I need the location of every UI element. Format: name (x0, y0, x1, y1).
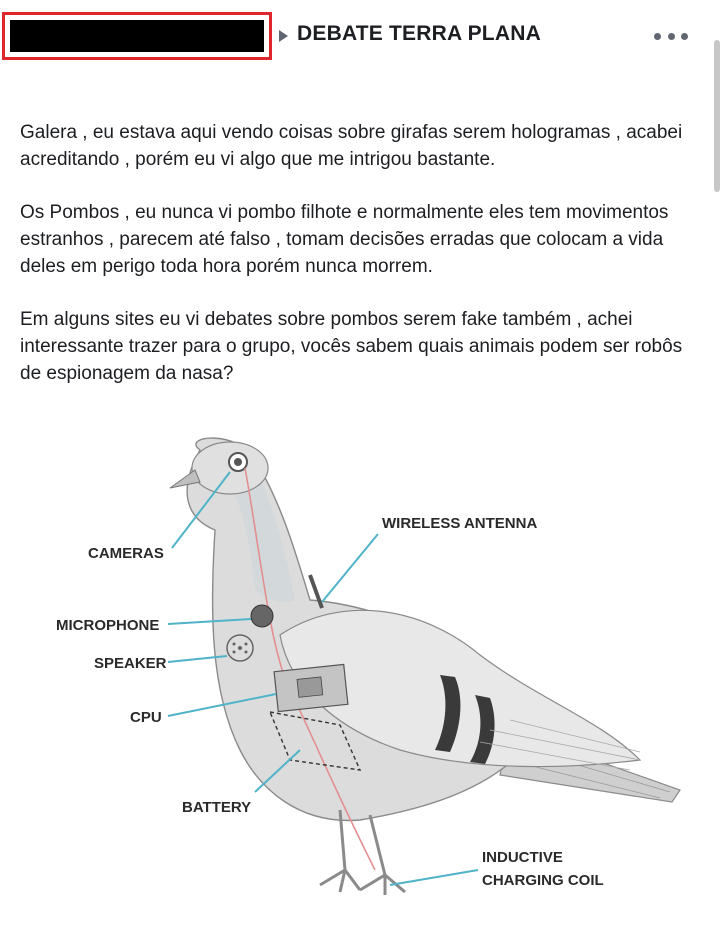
pigeon-diagram (40, 430, 700, 920)
post-paragraph: Em alguns sites eu vi debates sobre pombos serem fake também , achei interessante trazer para o grupo, vocês sabem quais animais podem ser robôs de espionagem da nasa? (20, 309, 683, 384)
more-dot (681, 33, 688, 40)
post-body (20, 119, 700, 413)
redacted-author-name (2, 12, 272, 60)
more-horizontal-icon[interactable] (654, 24, 688, 48)
more-dot (654, 33, 661, 40)
label-inductive: INDUCTIVE (482, 849, 563, 866)
post-paragraph: Galera , eu estava aqui vendo coisas sobre girafas serem hologramas , acabei acreditando , porém eu vi algo que me intrigou bastante. (20, 122, 683, 170)
label-charging-coil: CHARGING COIL (482, 872, 604, 889)
microphone-device (251, 605, 273, 627)
label-cameras: CAMERAS (88, 545, 164, 562)
caret-right-icon (279, 30, 288, 42)
label-battery: BATTERY (182, 799, 252, 816)
label-microphone: MICROPHONE (56, 617, 160, 634)
pigeon-leg (320, 810, 360, 892)
scrollbar[interactable] (714, 40, 720, 192)
redaction-fill (10, 20, 264, 52)
more-dot (668, 33, 675, 40)
label-wireless-antenna: WIRELESS ANTENNA (382, 515, 538, 532)
post-paragraph: Os Pombos , eu nunca vi pombo filhote e normalmente eles tem movimentos estranhos , parecem até falso , tomam decisões erradas que colocam a vida deles em perigo toda hora porém nunca morrem. (20, 202, 669, 277)
label-speaker: SPEAKER (94, 655, 167, 672)
group-name-link[interactable]: DEBATE TERRA PLANA (297, 22, 541, 45)
post-header (0, 0, 720, 72)
label-cpu: CPU (130, 709, 162, 726)
